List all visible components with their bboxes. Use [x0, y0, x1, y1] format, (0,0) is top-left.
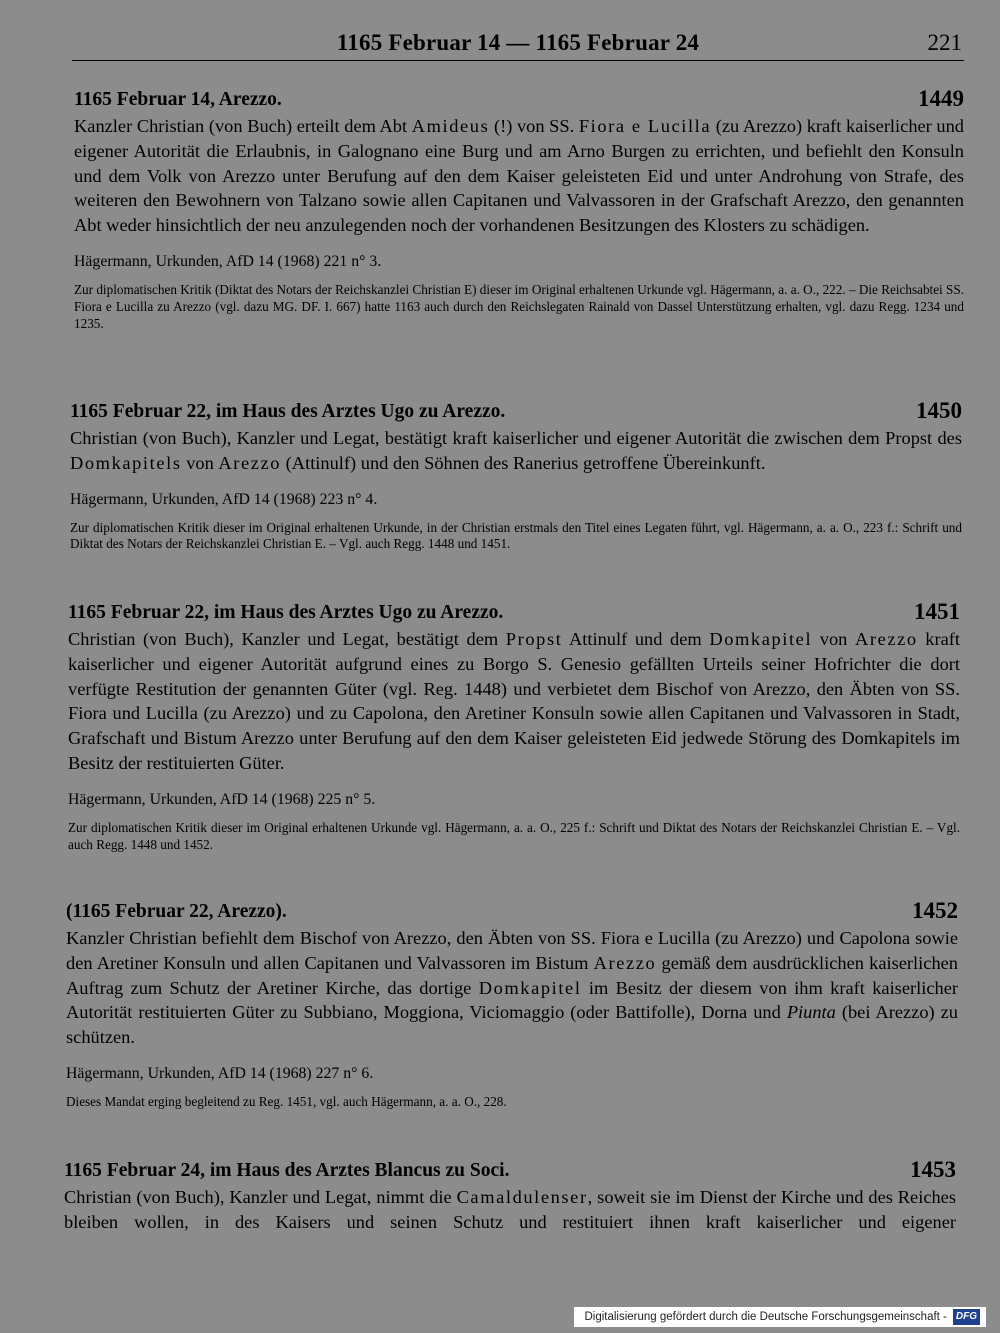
- entry-source: Hägermann, Urkunden, AfD 14 (1968) 227 n° 6.: [66, 1064, 374, 1082]
- entry-note: Dieses Mandat erging begleitend zu Reg. 1451, vgl. auch Hägermann, a. a. O., 228.: [66, 1093, 507, 1109]
- regest-entry-1452: [66, 898, 958, 1111]
- entry-heading: [70, 398, 962, 426]
- entry-text: Christian (von Buch), Kanzler und Legat, nimmt die Camaldulenser, soweit sie im Dienst der Kirche und des Reiches bleiben wollen, in des Kaisers und seinen Schutz und restituiert ihnen kraft kaiserlicher und eigener: [64, 1187, 957, 1232]
- regest-entry-1449: [74, 86, 964, 332]
- digitization-footer: [574, 1307, 986, 1327]
- entry-date: 1165 Februar 14, Arezzo.: [74, 89, 282, 110]
- entry-heading: [68, 599, 960, 627]
- regest-entry-1451: [68, 599, 960, 853]
- entry-date: 1165 Februar 22, im Haus des Arztes Ugo zu Arezzo.: [70, 401, 506, 422]
- page-number: 221: [927, 30, 962, 55]
- entry-source: Hägermann, Urkunden, AfD 14 (1968) 223 n° 4.: [70, 490, 378, 508]
- entry-source: Hägermann, Urkunden, AfD 14 (1968) 221 n° 3.: [74, 252, 382, 270]
- page-header: [72, 30, 964, 61]
- regest-entry-1450: [70, 398, 962, 553]
- running-title: 1165 Februar 14 — 1165 Februar 24: [336, 30, 700, 55]
- dfg-logo-icon: DFG: [953, 1309, 980, 1325]
- entry-date: 1165 Februar 24, im Haus des Arztes Blancus zu Soci.: [64, 1160, 510, 1181]
- entry-number: 1451: [914, 599, 960, 624]
- entry-text: Kanzler Christian befiehlt dem Bischof von Arezzo, den Äbten von SS. Fiora e Lucilla (zu Arezzo) und Capolona sowie den Aretiner Konsuln und allen Capitanen und Valvassoren im Bistum Arezzo gemäß dem ausdrücklichen kaiserlichen Auftrag zum Schutz der Aretiner Kirche, das dortige Domkapitel im Besitz der diesem von ihm kraft kaiserlicher Autorität restituierten Güter zu Subbiano, Moggiona, Viciomaggio (oder Battifolle), Dorna und Piunta (bei Arezzo) zu schützen.: [66, 928, 958, 1048]
- entry-date: 1165 Februar 22, im Haus des Arztes Ugo zu Arezzo.: [68, 602, 504, 623]
- entry-note: Zur diplomatischen Kritik dieser im Original erhaltenen Urkunde, in der Christian erstmals den Titel eines Legaten führt, vgl. Hägermann, a. a. O., 223 f.: Schrift und Diktat des Notars der Reichskanzlei Christian E. – Vgl. auch Regg. 1448 und 1451.: [70, 519, 962, 552]
- entry-text: Christian (von Buch), Kanzler und Legat, bestätigt kraft kaiserlicher und eigener Autorität die zwischen dem Propst des Domkapitels von Arezzo (Attinulf) und den Söhnen des Ranerius getroffene Übereinkunft.: [70, 428, 962, 473]
- entry-source: Hägermann, Urkunden, AfD 14 (1968) 225 n° 5.: [68, 790, 376, 808]
- entry-number: 1453: [910, 1157, 956, 1182]
- entry-number: 1450: [916, 398, 962, 423]
- entry-heading: [66, 898, 958, 926]
- entry-note: Zur diplomatischen Kritik (Diktat des Notars der Reichskanzlei Christian E) dieser im Original erhaltenen Urkunde vgl. Hägermann, a. a. O., 222. – Die Reichsabtei SS. Fiora e Lucilla zu Arezzo (vgl. dazu MG. DF. I. 667) hatte 1163 auch durch den Reichslegaten Rainald von Dassel Unterstützung erhalten, vgl. dazu Regg. 1234 und 1235.: [74, 281, 964, 331]
- entry-note: Zur diplomatischen Kritik dieser im Original erhaltenen Urkunde vgl. Hägermann, a. a. O., 225 f.: Schrift und Diktat des Notars der Reichskanzlei Christian E. – Vgl. auch Regg. 1448 und 1452.: [68, 819, 960, 852]
- regest-entry-1453: [64, 1157, 956, 1235]
- entry-number: 1452: [912, 898, 958, 923]
- entry-number: 1449: [918, 86, 964, 111]
- entry-heading: [74, 86, 964, 114]
- entry-heading: [64, 1157, 956, 1185]
- entry-date: (1165 Februar 22, Arezzo).: [66, 901, 287, 922]
- footer-credit-text: Digitalisierung gefördert durch die Deutsche Forschungsgemeinschaft -: [584, 1311, 947, 1323]
- entry-text: Kanzler Christian (von Buch) erteilt dem Abt Amideus (!) von SS. Fiora e Lucilla (zu Arezzo) kraft kaiserlicher und eigener Autorität die Erlaubnis, in Galognano eine Burg und am Arno Burgen zu errichten, und befiehlt den Konsuln und dem Volk von Arezzo unter Berufung auf den dem Kaiser geleisteten Eid und unter Androhung von Strafe, des weiteren den Bewohnern von Talzano sowie allen Capitanen und Valvassoren in der Grafschaft Arezzo, den genannten Abt weder hinsichtlich der neu anzulegenden noch der vorhandenen Besitzungen des Klosters zu schädigen.: [74, 116, 965, 236]
- entry-text: Christian (von Buch), Kanzler und Legat, bestätigt dem Propst Attinulf und dem Domkapitel von Arezzo kraft kaiserlicher und eigener Autorität aufgrund eines zu Borgo S. Genesio gefällten Urteils seiner Hofrichter die dort verfügte Restitution der genannten Güter (vgl. Reg. 1448) und verbietet dem Bischof von Arezzo, den Äbten von SS. Fiora und Lucilla (zu Arezzo) und zu Capolona, den Aretiner Konsuln sowie allen Capitanen und Valvassoren in Stadt, Grafschaft und Bistum Arezzo unter Berufung auf den dem Kaiser geleisteten Eid jedwede Störung des Domkapitels im Besitz der restituierten Güter.: [68, 629, 960, 773]
